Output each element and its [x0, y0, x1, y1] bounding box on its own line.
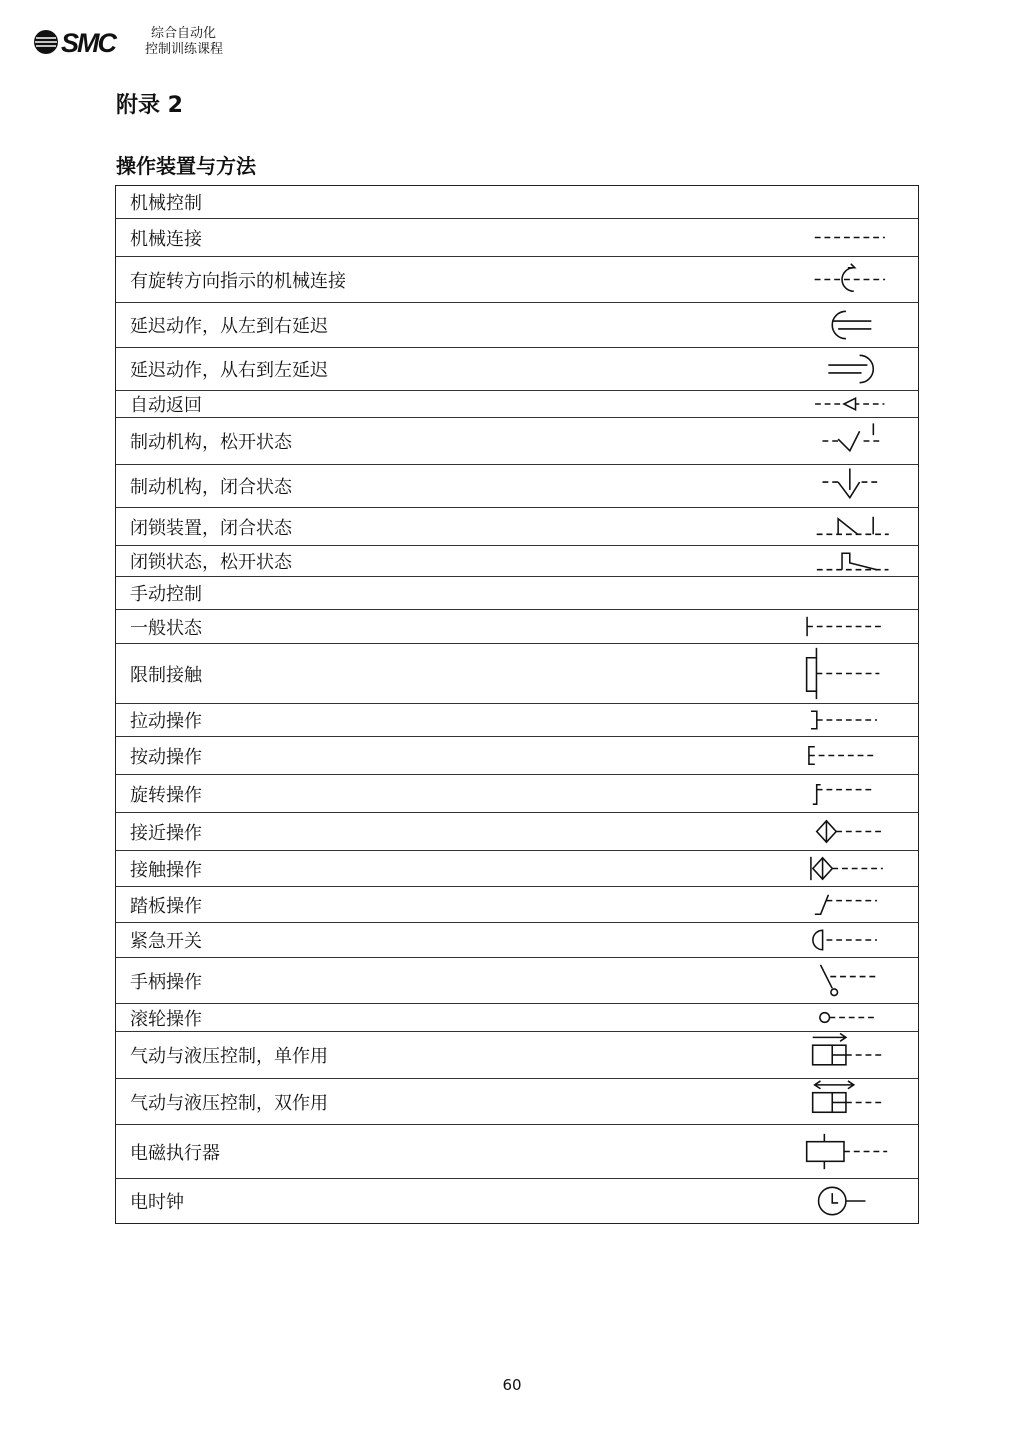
lever-operation-icon: [798, 958, 888, 1003]
latch-released-icon: [798, 546, 888, 576]
row-label: 电磁执行器: [130, 1142, 220, 1164]
row-label: 旋转操作: [130, 784, 202, 806]
auto-return-icon: [798, 391, 888, 417]
pedal-operation-icon: [798, 887, 888, 922]
appendix-title: 附录 2: [116, 93, 183, 118]
electric-clock-icon: [798, 1179, 888, 1223]
table-row: [116, 736, 918, 774]
symbol-table: [115, 185, 919, 1224]
emergency-switch-icon: [798, 923, 888, 957]
table-row: [116, 186, 918, 218]
table-row: [116, 302, 918, 347]
row-label: 有旋转方向指示的机械连接: [130, 270, 346, 292]
table-row: [116, 1078, 918, 1124]
table-row: [116, 886, 918, 922]
table-row: [116, 1031, 918, 1078]
table-row: [116, 1003, 918, 1031]
row-label: 按动操作: [130, 746, 202, 768]
table-row: [116, 703, 918, 736]
table-row: [116, 922, 918, 957]
row-label: 机械控制: [130, 193, 202, 214]
row-label: 限制接触: [130, 664, 202, 686]
section-title: 操作装置与方法: [116, 154, 256, 178]
limit-contact-icon: [798, 644, 888, 703]
row-label: 自动返回: [130, 395, 202, 416]
table-row: [116, 609, 918, 643]
row-label: 滚轮操作: [130, 1008, 202, 1030]
push-operation-icon: [798, 737, 888, 774]
table-row: [116, 507, 918, 545]
delay-left-right-icon: [798, 303, 888, 347]
table-row: [116, 643, 918, 703]
proximity-operation-icon: [798, 813, 888, 850]
row-label: 制动机构，闭合状态: [130, 477, 292, 498]
row-label: 闭锁状态，松开状态: [130, 552, 292, 573]
table-row: [116, 774, 918, 812]
row-label: 电时钟: [130, 1192, 184, 1213]
table-row: [116, 545, 918, 576]
row-label: 延迟动作，从左到右延迟: [130, 316, 328, 337]
solenoid-actuator-icon: [798, 1125, 888, 1178]
brake-engaged-icon: [798, 465, 888, 507]
table-row: [116, 812, 918, 850]
row-label: 拉动操作: [130, 711, 202, 732]
row-label: 制动机构，松开状态: [130, 432, 292, 453]
table-row: [116, 576, 918, 609]
touch-operation-icon: [798, 851, 888, 886]
row-label: 气动与液压控制，单作用: [130, 1046, 328, 1067]
table-row: [116, 417, 918, 464]
row-label: 接触操作: [130, 859, 202, 881]
row-label: 踏板操作: [130, 895, 202, 917]
row-label: 接近操作: [130, 822, 202, 844]
manual-general-icon: [798, 610, 888, 643]
page-number: 60: [502, 1376, 522, 1394]
table-row: [116, 464, 918, 507]
table-row: [116, 347, 918, 390]
row-label: 延迟动作，从右到左延迟: [130, 360, 328, 381]
table-row: [116, 1178, 918, 1223]
table-row: [116, 957, 918, 1003]
mechanical-link-icon: [798, 219, 888, 256]
tagline-line1: 综合自动化: [151, 26, 217, 41]
table-row: [116, 390, 918, 417]
pull-operation-icon: [798, 704, 888, 736]
row-label: 手动控制: [130, 584, 202, 605]
row-label: 手柄操作: [130, 971, 202, 993]
smc-logo: [33, 26, 145, 58]
tagline-line2: 控制训练课程: [145, 42, 224, 57]
row-label: 闭锁装置，闭合状态: [130, 517, 292, 539]
row-label: 机械连接: [130, 228, 202, 250]
roller-operation-icon: [798, 1004, 888, 1031]
logo-text: SMC: [61, 28, 115, 58]
latch-closed-icon: [798, 508, 888, 545]
row-label: 紧急开关: [130, 931, 202, 952]
delay-right-left-icon: [798, 348, 888, 390]
rotation-link-icon: [798, 257, 888, 302]
table-row: [116, 218, 918, 256]
header-tagline: [145, 26, 223, 58]
table-row: [116, 850, 918, 886]
fluid-single-acting-icon: [798, 1032, 888, 1078]
row-label: 一般状态: [130, 617, 202, 639]
row-label: 气动与液压控制，双作用: [130, 1092, 328, 1114]
rotary-operation-icon: [798, 775, 888, 812]
brake-released-icon: [798, 418, 888, 464]
table-row: [116, 1124, 918, 1178]
fluid-double-acting-icon: [798, 1079, 888, 1124]
table-row: [116, 256, 918, 302]
